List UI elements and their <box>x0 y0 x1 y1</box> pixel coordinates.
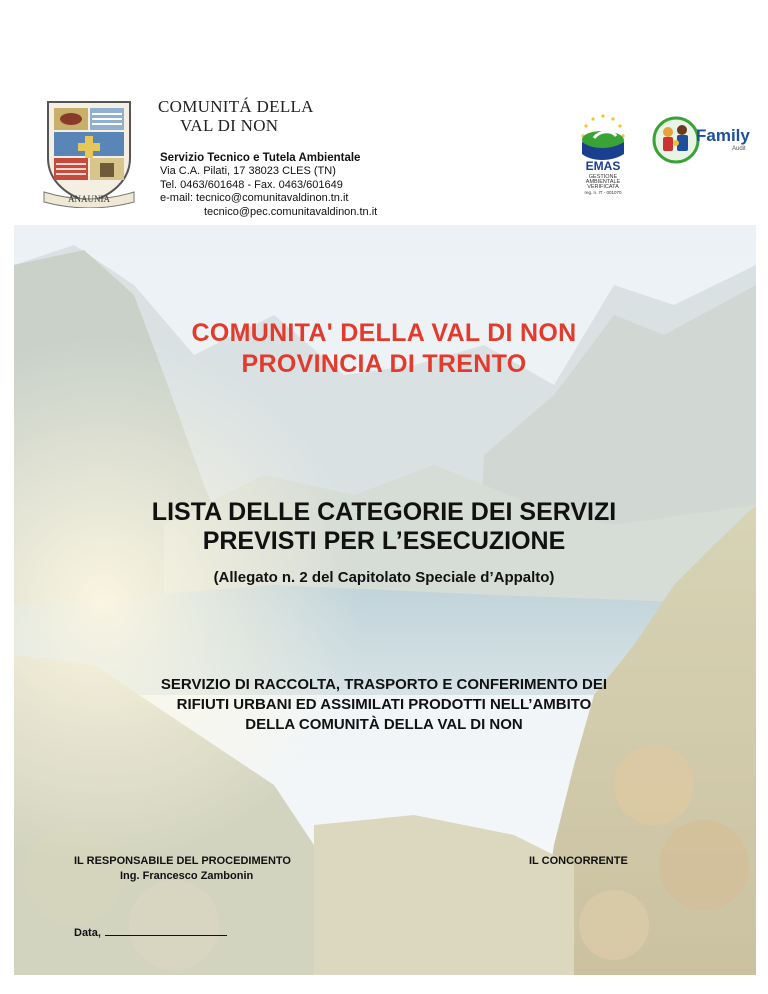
service-line2: RIFIUTI URBANI ED ASSIMILATI PRODOTTI NELL’AMBITO <box>176 696 592 713</box>
office-pec: tecnico@pec.comunitavaldinon.tn.it <box>204 205 378 218</box>
responsabile-name: Ing. Francesco Zambonin <box>120 870 254 882</box>
service-line1: SERVIZIO DI RACCOLTA, TRASPORTO E CONFERIMENTO DEI <box>160 676 608 693</box>
family-audit-logo <box>652 112 756 168</box>
office-email: e-mail: tecnico@comunitavaldinon.tn.it <box>160 192 349 205</box>
document-title <box>0 498 768 556</box>
family-label: Family <box>696 126 750 145</box>
community-title-line2: PROVINCIA DI TRENTO <box>241 350 527 378</box>
comunita-crest-logo <box>40 96 138 208</box>
office-title: Servizio Tecnico e Tutela Ambientale <box>160 152 361 164</box>
emas-label: EMAS <box>585 159 621 173</box>
allegato-subtitle: (Allegato n. 2 del Capitolato Speciale d’Appalto) <box>213 569 555 586</box>
organization-name <box>158 97 314 135</box>
emas-reg: reg. n. IT - 001070 <box>584 190 622 195</box>
emas-logo <box>572 112 634 196</box>
org-name-line2: VAL DI NON <box>180 116 279 135</box>
document-title-line1: LISTA DELLE CATEGORIE DEI SERVIZI <box>151 498 617 526</box>
date-blank-line[interactable] <box>105 925 227 936</box>
community-title <box>0 318 768 380</box>
community-title-line1: COMUNITA' DELLA VAL DI NON <box>191 319 577 347</box>
document-title-line2: PREVISTI PER L’ESECUZIONE <box>202 527 566 555</box>
office-phone: Tel. 0463/601648 - Fax. 0463/601649 <box>160 178 343 191</box>
emas-sub2: AMBIENTALE <box>585 179 621 185</box>
org-name-line1: COMUNITÁ DELLA <box>158 97 314 116</box>
family-sub: Audit <box>732 146 746 152</box>
concorrente-label: IL CONCORRENTE <box>529 855 628 867</box>
emas-sub3: VERIFICATA <box>587 184 619 190</box>
date-field <box>74 925 227 939</box>
service-line3: DELLA COMUNITÀ DELLA VAL DI NON <box>245 716 523 733</box>
office-address: Via C.A. Pilati, 17 38023 CLES (TN) <box>160 165 336 178</box>
crest-motto: ANAUNIA <box>68 194 110 204</box>
date-label: Data, <box>74 927 101 939</box>
emas-sub1: GESTIONE <box>588 174 618 180</box>
responsabile-signature-block <box>74 855 291 882</box>
service-description <box>0 675 768 735</box>
office-contact-block <box>160 152 377 219</box>
responsabile-label: IL RESPONSABILE DEL PROCEDIMENTO <box>74 855 291 867</box>
